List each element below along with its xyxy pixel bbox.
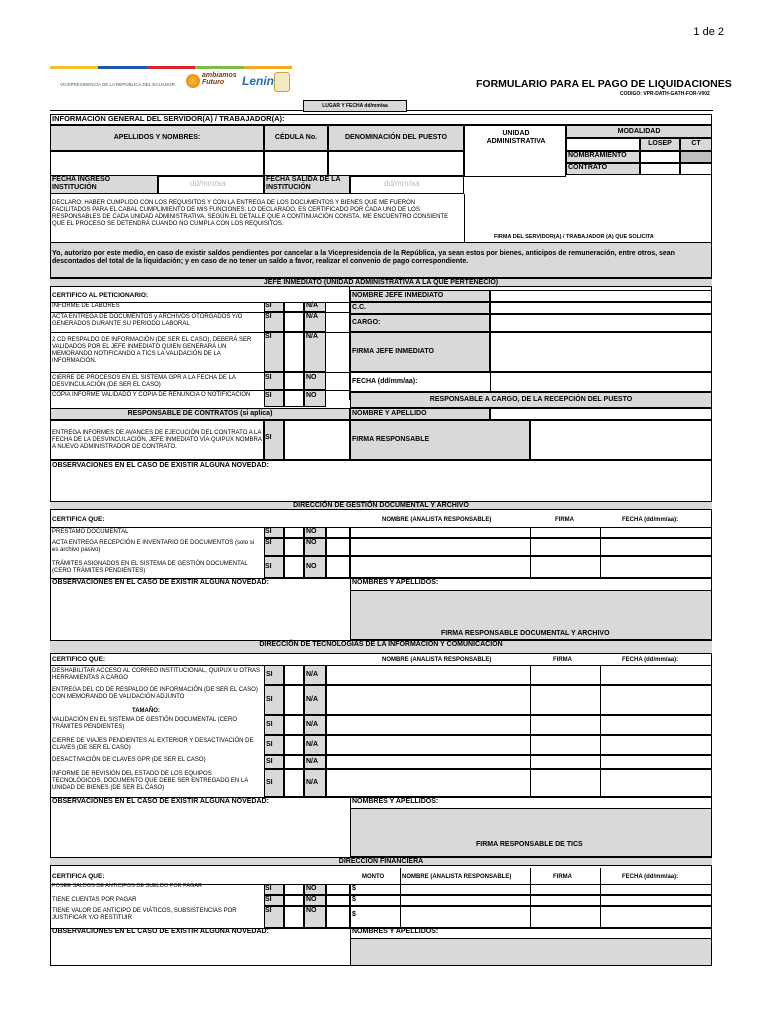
financiera-item-2: TIENE CUENTAS POR PAGAR: [52, 897, 137, 903]
jefe-item-1-check[interactable]: [284, 302, 304, 312]
jefe-item-1-si[interactable]: SI: [265, 302, 272, 309]
jefe-item-4: CIERRE DE PROCESOS EN EL SISTEMA GPR A LA FECHA DE LA DESVINCULACIÓN (DE SER EL CASO): [52, 375, 236, 388]
jefe-item-5: COPIA INFORME VALIDADO Y COPIA DE RENUNCIA O NOTIFICACIÓN: [52, 392, 251, 398]
coat-of-arms-icon: [274, 72, 290, 92]
tics-item-4-na[interactable]: N/A: [306, 741, 319, 748]
financiera-observaciones-label: OBSERVACIONES EN EL CASO DE EXISTIR ALGUNA NOVEDAD:: [52, 928, 269, 935]
financiera-item-2-monto: $: [352, 896, 356, 903]
tics-item-5-si[interactable]: SI: [266, 758, 273, 765]
financiera-item-2-check-no[interactable]: [326, 895, 350, 906]
nombre-apellido-field[interactable]: [490, 408, 712, 420]
jefe-item-4-si[interactable]: SI: [265, 374, 272, 381]
jefe-item-5-si[interactable]: SI: [265, 392, 272, 399]
gestion-item-2-check-no[interactable]: [326, 538, 350, 556]
form-title: FORMULARIO PARA EL PAGO DE LIQUIDACIONES: [476, 78, 732, 90]
cedula-field[interactable]: [264, 151, 328, 177]
tics-item-5: DESACTIVACIÓN DE CLAVES GPR (DE SER EL CASO): [52, 757, 206, 763]
tics-firma-area[interactable]: [350, 808, 712, 857]
jefe-item-3-na[interactable]: N/A: [306, 333, 319, 340]
nombre-apellido-label: NOMBRE Y APELLIDO: [352, 410, 427, 417]
financiera-item-2-si[interactable]: SI: [265, 896, 272, 903]
nombre-jefe-field[interactable]: [490, 290, 712, 302]
jefe-header: JEFE INMEDIATO (UNIDAD ADMINISTRATIVA A LA QUE PERTENECIÓ): [50, 278, 712, 287]
cc-label: C.C.: [352, 304, 366, 311]
tics-item-6-na[interactable]: N/A: [306, 779, 319, 786]
certifico-label: CERTIFICO AL PETICIONARIO:: [52, 292, 149, 299]
fecha-ingreso-placeholder: dd/mm/aa: [190, 179, 226, 188]
apellidos-field[interactable]: [50, 151, 264, 177]
col-modalidad: MODALIDAD: [617, 128, 661, 135]
col-cedula: CÉDULA No.: [274, 134, 318, 141]
financiera-item-1-check-no[interactable]: [326, 884, 350, 895]
col-ct: CT: [691, 140, 701, 147]
autorizo-text: Yo, autorizo por este medio, en caso de existir saldos pendientes por cancelar a la Vicepresidencia de la República, ya sean estos por bienes, anticipos de remuneración, entre otros, sean descontados del total de la liquidación; y en caso de no tener un saldo a favor, realizar el convenio de pago correspondiente.: [52, 250, 675, 265]
financiera-item-2-no[interactable]: NO: [306, 896, 317, 903]
tics-item-2-si[interactable]: SI: [266, 696, 273, 703]
gestion-item-2: ACTA ENTREGA RECEPCIÓN E INVENTARIO DE DOCUMENTOS (solo si es archivo pasivo): [52, 540, 255, 553]
tics-item-4-si[interactable]: SI: [266, 741, 273, 748]
financiera-row-1-fields[interactable]: [350, 884, 712, 895]
financiera-item-1: POSEE SALDOS DE ANTICIPOS DE SUELDO POR PAGAR: [52, 883, 202, 889]
jefe-observaciones-label: OBSERVACIONES EN EL CASO DE EXISTIR ALGUNA NOVEDAD:: [52, 462, 269, 469]
gestion-certifica-label: CERTIFICA QUE:: [52, 516, 105, 523]
financiera-item-3-check-no[interactable]: [326, 906, 350, 928]
gestion-item-3-check-no[interactable]: [326, 556, 350, 578]
tics-fecha: FECHA (dd/mm/aa):: [622, 657, 679, 663]
jefe-item-3-check[interactable]: [284, 332, 304, 372]
gestion-item-2-check[interactable]: [284, 538, 304, 556]
contrato-ct-cell[interactable]: [680, 163, 712, 175]
tics-item-2: ENTREGA DEL CD DE RESPALDO DE INFORMACIÓN (DE SER EL CASO) CON MEMORANDO DE VALIDACIÓN ADJUNTO: [52, 687, 258, 700]
gestion-item-2-no[interactable]: NO: [306, 539, 317, 546]
tics-tamano-label: TAMAÑO:: [132, 708, 160, 714]
contratos-check[interactable]: [284, 420, 350, 460]
contratos-item: ENTREGA INFORMES DE AVANCES DE EJECUCIÓN DEL CONTRATO A LA FECHA DE LA DESVINCULACIÓN, JEFE INMEDIATO VÍA QUIPUX NOMBRA A NUEVO ADMINISTRADOR DE CONTRATO.: [52, 430, 262, 450]
firma-servidor-label: FIRMA DEL SERVIDOR(A) / TRABAJADOR (A) QUE SOLICITA: [494, 234, 654, 240]
nombramiento-ct-cell: [680, 151, 712, 163]
gestion-item-3: TRÁMITES ASIGNADOS EN EL SISTEMA DE GESTIÓN DOCUMENTAL (CERO TRÁMITES PENDIENTES): [52, 561, 248, 574]
place-date-field[interactable]: LUGAR Y FECHA dd/mm/aa: [303, 100, 407, 112]
financiera-item-3-no[interactable]: NO: [306, 907, 317, 914]
financiera-monto: MONTO: [362, 874, 385, 880]
gestion-item-1-check[interactable]: [284, 527, 304, 538]
info-header: INFORMACIÓN GENERAL DEL SERVIDOR(A) / TRABAJADOR(A):: [52, 114, 285, 123]
page-number: 1 de 2: [693, 26, 724, 38]
flag-stripe: [50, 66, 292, 69]
jefe-item-4-no[interactable]: NO: [306, 374, 317, 381]
financiera-item-1-check[interactable]: [284, 884, 304, 895]
resp-contratos-label: RESPONSABLE DE CONTRATOS (si aplica): [127, 410, 273, 417]
tics-item-3-na[interactable]: N/A: [306, 721, 319, 728]
gestion-row-2-fields[interactable]: [350, 538, 712, 556]
financiera-item-1-si[interactable]: SI: [265, 885, 272, 892]
fecha-ingreso-label: FECHA INGRESO INSTITUCIÓN: [52, 176, 111, 191]
tics-item-4-check[interactable]: [284, 735, 304, 755]
tics-nombre-analista: NOMBRE (ANALISTA RESPONSABLE): [382, 657, 492, 663]
tics-item-6: INFORME DE REVISIÓN DEL ESTADO DE LOS EQUIPOS TECNOLÓGICOS, DOCUMENTO QUE DEBE SER ENTREGADO EN LA UNIDAD DE BIENES (DE SER EL CASO): [52, 771, 248, 791]
financiera-fecha: FECHA (dd/mm/aa):: [622, 874, 679, 880]
fecha-jefe-label: FECHA (dd/mm/aa):: [352, 378, 418, 385]
jefe-item-2: ACTA ENTREGA DE DOCUMENTOS y ARCHIVOS OTORGADOS Y/O GENERADOS DURANTE SU PERIODO LABORAL: [52, 314, 243, 327]
col-puesto: DENOMINACIÓN DEL PUESTO: [344, 134, 448, 141]
financiera-item-3-monto: $: [352, 911, 356, 918]
institution-logos: [50, 66, 292, 100]
tics-item-5-na[interactable]: N/A: [306, 758, 319, 765]
financiera-certifica-label: CERTIFICA QUE:: [52, 873, 105, 880]
cambiamos-futuro-logo: ambiamos Futuro: [202, 72, 237, 86]
jefe-item-1-na[interactable]: N/A: [306, 302, 319, 309]
financiera-row-2-fields[interactable]: [350, 895, 712, 906]
jefe-item-3: 2 CD RESPALDO DE INFORMACIÓN (DE SER EL CASO), DEBERÁ SER VALIDADOS POR EL JEFE INMEDIATO QUIEN GENERARÁ UN MEMORANDO NOTIFICANDO A TICS LA VALIDACIÓN DE LA INFORMACIÓN.: [52, 337, 252, 364]
financiera-item-1-monto: $: [352, 885, 356, 892]
cc-field[interactable]: [490, 302, 712, 314]
firma-responsable-field[interactable]: [530, 420, 712, 460]
tics-row-4-fields[interactable]: [326, 735, 712, 755]
financiera-item-3-check[interactable]: [284, 906, 304, 928]
fecha-salida-placeholder: dd/mm/aa: [384, 179, 420, 188]
tics-item-3-si[interactable]: SI: [266, 721, 273, 728]
gestion-row-3-fields[interactable]: [350, 556, 712, 578]
jefe-item-3-si[interactable]: SI: [265, 333, 272, 340]
tics-header: DIRECCIÓN DE TECNOLOGÍAS DE LA INFORMACIÓN Y COMUNICACIÓN: [50, 640, 712, 654]
tics-item-6-check[interactable]: [284, 769, 304, 797]
col-losep: LOSEP: [648, 140, 672, 147]
financiera-item-3: TIENE VALOR DE ANTICIPO DE VIÁTICOS, SUBSISTENCIAS POR JUSTIFICAR Y/O RESTITUIR: [52, 908, 237, 921]
cargo-label: CARGO:: [352, 319, 381, 326]
resp-recepcion-label: RESPONSABLE A CARGO, DE LA RECEPCIÓN DEL PUESTO: [429, 396, 633, 403]
firma-responsable-label: FIRMA RESPONSABLE: [352, 436, 430, 443]
jefe-item-5-no[interactable]: NO: [306, 392, 317, 399]
gestion-nombres-apellidos: NOMBRES Y APELLIDOS:: [352, 579, 439, 586]
tics-item-3: VALIDACIÓN EN EL SISTEMA DE GESTIÓN DOCUMENTAL (CERO TRÁMITES PENDIENTES): [52, 717, 238, 730]
tics-item-2-check[interactable]: [284, 685, 304, 715]
tics-certifica-label: CERTIFICO QUE:: [52, 656, 106, 663]
gestion-firma: FIRMA: [555, 517, 574, 523]
gestion-item-1-no[interactable]: NO: [306, 528, 317, 535]
firma-jefe-label: FIRMA JEFE INMEDIATO: [352, 348, 434, 355]
tics-firma-responsable: FIRMA RESPONSABLE DE TICS: [476, 841, 583, 848]
financiera-item-2-check[interactable]: [284, 895, 304, 906]
financiera-nombres-apellidos: NOMBRES Y APELLIDOS:: [352, 928, 439, 935]
jefe-item-2-check[interactable]: [284, 312, 304, 332]
gestion-item-2-si[interactable]: SI: [265, 539, 272, 546]
gestion-firma-responsable: FIRMA RESPONSABLE DOCUMENTAL Y ARCHIVO: [441, 630, 610, 637]
financiera-row-3-fields[interactable]: [350, 906, 712, 928]
lenin-logo: Lenin: [242, 74, 274, 88]
tics-row-3-fields[interactable]: [326, 715, 712, 735]
declaro-text: DECLARO: HABER CUMPLIDO CON LOS REQUISITOS Y CON LA ENTREGA DE LOS DOCUMENTOS Y BIENES QUE ME FUERON FACILITADOS PARA EL CABAL CUMPLIMIENTO DE MIS FUNCIONES; LO DECLARADO, ES CERTIFICADO POR CADA UNO DE LOS RESPONSABLES DE CADA UNIDAD ADMINISTRATIVA, SEGÚN EL DETALLE QUE A CONTINUACIÓN CONSTA. ME ENCUENTRO CONSIENTE QUE EL PROCESO SE DETENDRÁ CUANDO NO CUMPLA CON LOS REQUISITOS.: [52, 200, 449, 227]
tics-item-5-check[interactable]: [284, 755, 304, 769]
nombramiento-label: NOMBRAMIENTO: [568, 152, 627, 159]
tics-nombres-apellidos: NOMBRES Y APELLIDOS:: [352, 798, 439, 805]
jefe-item-1: INFORME DE LABORES: [52, 303, 120, 309]
tics-item-1-check[interactable]: [284, 665, 304, 685]
gestion-item-3-si[interactable]: SI: [265, 563, 272, 570]
tics-row-2-fields[interactable]: [326, 685, 712, 715]
tics-item-4: CIERRE DE VIAJES PENDIENTES AL EXTERIOR Y DESACTIVACIÓN DE CLAVES (DE SER EL CASO): [52, 738, 254, 751]
jefe-item-5-check[interactable]: [284, 390, 304, 407]
gestion-row-1-fields[interactable]: [350, 527, 712, 538]
gestion-observaciones-label: OBSERVACIONES EN EL CASO DE EXISTIR ALGUNA NOVEDAD:: [52, 579, 269, 586]
vicepresidencia-logo: VICEPRESIDENCIA DE LA REPÚBLICA DEL ECUADOR: [60, 82, 175, 87]
contrato-label: CONTRATO: [568, 164, 608, 171]
gestion-fecha: FECHA (dd/mm/aa):: [622, 517, 679, 523]
gestion-item-3-no[interactable]: NO: [306, 563, 317, 570]
financiera-firma: FIRMA: [553, 874, 572, 880]
financiera-nombre-analista: NOMBRE (ANALISTA RESPONSABLE): [402, 874, 512, 880]
sun-icon: [186, 74, 200, 88]
puesto-field[interactable]: [328, 151, 464, 177]
gestion-item-1-si[interactable]: SI: [265, 528, 272, 535]
financiera-item-1-no[interactable]: NO: [306, 885, 317, 892]
tics-item-1: DESHABILITAR ACCESO AL CORREO INSTITUCIONAL, QUIPUX U OTRAS HERRAMIENTAS A CARGO: [52, 668, 261, 681]
tics-firma: FIRMA: [553, 657, 572, 663]
gestion-header: DIRECCIÓN DE GESTIÓN DOCUMENTAL Y ARCHIVO: [50, 501, 712, 510]
gestion-nombre-analista: NOMBRE (ANALISTA RESPONSABLE): [382, 517, 492, 523]
tics-item-1-na[interactable]: N/A: [306, 671, 319, 678]
gestion-item-3-check[interactable]: [284, 556, 304, 578]
financiera-item-3-si[interactable]: SI: [265, 907, 272, 914]
cargo-field[interactable]: [490, 314, 712, 332]
tics-item-6-si[interactable]: SI: [266, 779, 273, 786]
financiera-firma-area[interactable]: [350, 938, 712, 966]
fecha-salida-label: FECHA SALIDA DE LA INSTITUCIÓN: [266, 176, 341, 191]
jefe-observaciones-field[interactable]: [52, 472, 708, 500]
tics-item-2-na[interactable]: N/A: [306, 696, 319, 703]
jefe-item-2-si[interactable]: SI: [265, 313, 272, 320]
tics-row-6-fields[interactable]: [326, 769, 712, 797]
contrato-losep-cell[interactable]: [640, 163, 680, 175]
nombramiento-losep-cell[interactable]: [640, 151, 680, 163]
tics-item-1-si[interactable]: SI: [266, 671, 273, 678]
firma-jefe-field[interactable]: [490, 332, 712, 372]
col-unidad: UNIDAD ADMINISTRATIVA: [486, 130, 546, 145]
form-code: CODIGO: VPR-DATH-GATH-FOR-V002: [620, 91, 710, 97]
tics-row-5-fields[interactable]: [326, 755, 712, 769]
gestion-item-1-check-no[interactable]: [326, 527, 350, 538]
jefe-item-4-check[interactable]: [284, 372, 304, 390]
nombre-jefe-label: NOMBRE JEFE INMEDIATO: [352, 292, 444, 299]
contratos-si[interactable]: SI: [265, 434, 272, 441]
tics-row-1-fields[interactable]: [326, 665, 712, 685]
col-apellidos: APELLIDOS Y NOMBRES:: [113, 134, 201, 141]
financiera-header: DIRECCIÓN FINANCIERA: [50, 857, 712, 866]
tics-item-3-check[interactable]: [284, 715, 304, 735]
gestion-item-1: PRESTAMO DOCUMENTAL: [52, 529, 129, 535]
jefe-item-2-na[interactable]: N/A: [306, 313, 319, 320]
tics-observaciones-label: OBSERVACIONES EN EL CASO DE EXISTIR ALGUNA NOVEDAD:: [52, 798, 269, 805]
